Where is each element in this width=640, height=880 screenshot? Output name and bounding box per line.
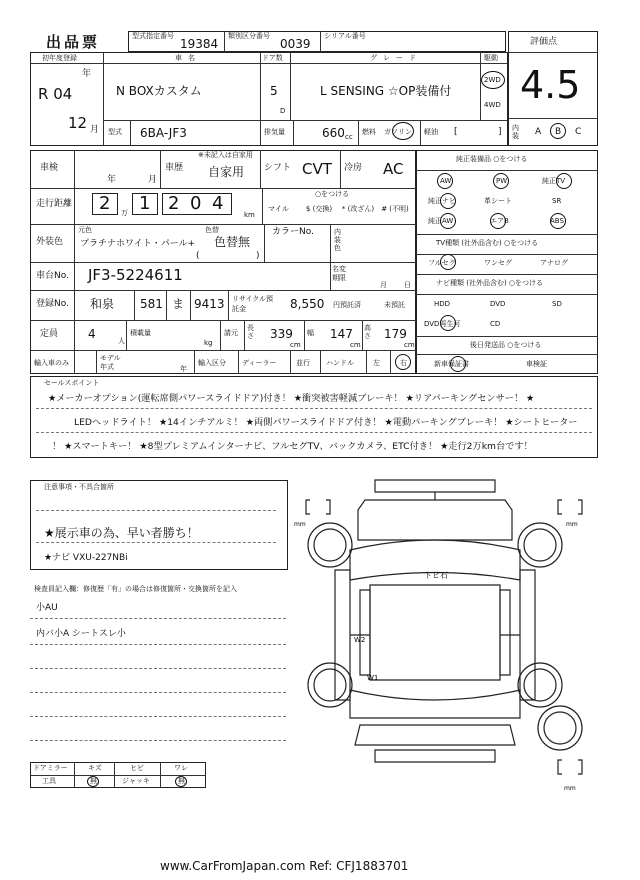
car-name: N BOXカスタム — [116, 84, 202, 98]
mileage-digit-2: 1 — [139, 193, 151, 214]
fuel-value: ガソリン — [384, 128, 412, 136]
tv-fullseg: フルセグ — [428, 259, 456, 267]
ac-value: AC — [383, 160, 404, 178]
std-pw-circle — [493, 173, 509, 189]
model-code: 6BA-JF3 — [140, 126, 187, 140]
name-change-month-unit: 月 — [380, 281, 387, 289]
interior-grade-b: B — [555, 127, 562, 137]
mm-front-left: mm — [294, 521, 306, 528]
grade-value: L SENSING ☆OP装備付 — [320, 84, 452, 98]
std-navi-circle — [440, 193, 456, 209]
drive-4wd: 4WD — [484, 101, 501, 109]
sales-line-1: ★メーカーオプション(運転席側パワースライドドア)付き！ ★衝突被害軽減ブレーキ！ ★リアパーキングセンサー！ ★ — [48, 393, 535, 404]
legend-mirror: ドアミラー — [33, 764, 68, 772]
usage-note: ※未記入は自家用 — [198, 151, 253, 159]
reg-class: 581 — [140, 297, 163, 311]
legend-scratch: キズ — [88, 764, 102, 772]
legend-jack-value: 無 — [178, 777, 185, 785]
recycle-label: リサイクル預託金 — [232, 295, 274, 313]
usage-label: 車歴 — [165, 163, 184, 173]
handle-right: 右 — [400, 359, 407, 367]
shaken-label: 車検 — [40, 163, 59, 173]
doors-label: ドア数 — [262, 54, 283, 62]
ac-label: 冷房 — [344, 163, 363, 173]
docs-shakensho: 車検証 — [526, 360, 547, 368]
mileage-man-unit: 万 — [121, 209, 128, 217]
capacity-label: 定員 — [40, 329, 59, 339]
meter-tampered: * (改ざん) — [341, 205, 375, 213]
std-leather: 革シート — [484, 197, 512, 205]
reg-area: 和泉 — [90, 297, 115, 311]
std-tv: 純正TV — [542, 177, 566, 185]
tv-analog: アナログ — [540, 259, 568, 267]
import-dealer: ディーラー — [242, 359, 277, 367]
auction-sheet: 出品票 型式指定番号 19384 類別区分番号 0039 シリアル番号 評価点 4.5 内装 A B C 初年度登録 年 R 04 12 月 車名 N BOXカスタム ドア数 5 D グレード L SENSING ☆OP装備付 駆動 2WD 4WD 型式 6BA-JF3 排気量 660 cc 燃料 ガソリン 軽油 [ ] 車検 年 月 車歴 ※未記入は自家用 自家用 シフト CVT 冷房 AC 走行距離 2 万 1 2 0 4 km ○をつける マイル $ (交換) * (改ざん) # (不明) 外装色 元色 色替 プラチナホワイト・パール+ 色替無 ( ) カラーNo. 内装色 車台No. JF3-5224611 名変期限 月 日 登録No. 和泉 581 ま 9413 リサイクル預託金 8,550 円預託済 未預託 定員 4 人 積載量 kg 請元 長さ 339 cm 幅 147 cm 高さ 179 cm 輸入車のみ モデル年式 年 輸入区分 ディーラー 並行 ハンドル 左 右 純正装備品 ○をつける AW PW 純正TV 純正ナビ 革シート SR 純正AW エアB ABS TV種類 (社外品含む) ○をつける フルセグ ワンセグ アナログ ナビ種類 (社外品含む) ○をつける HDD DVD SD DVD再生可 CD 後日発送品 ○をつける 新車保証書 車検証 セールスポイント ★メーカーオプション(運転席側パワースライドドア)付き！ ★衝突被害軽減ブレーキ！ ★リアパーキングセンサー！ ★ LEDヘッドライト！ ★14インチアルミ！ ★両側パワースライドドア付き！ ★電動パーキングブレーキ！ ★シートヒーター ！ ★スマートキー！ ★8型プレミアムインターナビ、フルセグTV、バックカメラ、ETC付き！ ★走行2万km台です！ 注意事項・不具合箇所 ★展示車の為、早い者勝ち！ ★ナビ VXU-227NBi 検査員記入欄：修復歴「有」の場合は修復箇所・交換箇所を記入 小AU 内バ小A シートスレ小 ドアミラー キズ ヒビ ワレ 工具 無 ジャッキ 無 トビ石 W2 W1 mm mm mm www.CarFromJapan.com Ref: CFJ1883701 — [0, 0, 640, 880]
nav-cd: CD — [490, 320, 501, 328]
color-original-label: 元色 — [78, 226, 92, 234]
mileage-digit-4: 0 — [190, 193, 202, 214]
rating-score: 4.5 — [520, 63, 581, 107]
first-reg-year: R 04 — [38, 85, 73, 103]
legend-tools-value: 無 — [90, 777, 97, 785]
chassis-label: 車台No. — [36, 271, 69, 281]
shift-label: シフト — [264, 163, 292, 173]
mm-rear-right: mm — [564, 785, 576, 792]
mileage-digit-5: 4 — [212, 193, 224, 214]
doors-count: 5 — [270, 84, 278, 98]
first-reg-label: 初年度登録 — [42, 54, 77, 62]
legend-crack: ヒビ — [130, 764, 144, 772]
nav-dvd-playback-circle — [440, 315, 456, 331]
load-unit: kg — [204, 339, 213, 347]
meter-note: ○をつける — [315, 190, 350, 198]
nav-hdd: HDD — [434, 300, 451, 308]
name-change-label: 名変期限 — [332, 265, 346, 282]
inspector-label: 検査員記入欄：修復歴「有」の場合は修復箇所・交換箇所を記入 — [34, 585, 237, 593]
rating-label: 評価点 — [530, 37, 558, 47]
door-suffix: D — [280, 107, 286, 115]
notes-line-1: ★展示車の為、早い者勝ち！ — [44, 526, 199, 540]
meter-exchanged: $ (交換) — [305, 205, 333, 213]
bracket-front-left — [306, 500, 330, 514]
tv-fullseg-circle — [440, 254, 456, 270]
color-no-label: カラーNo. — [272, 227, 314, 237]
mark-chip: トビ石 — [424, 571, 448, 580]
grade-label: グレード — [370, 54, 422, 62]
legend-break: ワレ — [174, 764, 188, 772]
color-value: プラチナホワイト・パール+ — [80, 239, 196, 249]
dims-label: 請元 — [224, 329, 238, 337]
light-oil-label: 軽油 — [424, 128, 438, 136]
tv-type-label: TV種類 (社外品含む) ○をつける — [436, 239, 539, 247]
bracket-front-right — [558, 500, 582, 514]
std-navi: 純正ナビ — [428, 197, 456, 205]
shaken-year-unit: 年 — [107, 175, 117, 185]
capacity-unit: 人 — [118, 337, 125, 345]
mileage-digit-3: 2 — [168, 193, 180, 214]
std-airbag: エアB — [490, 217, 509, 225]
interior-grade-circle — [550, 123, 566, 139]
sales-points-label: セールスポイント — [44, 379, 100, 387]
std-abs: ABS — [550, 217, 564, 225]
meter-mile: マイル — [268, 205, 289, 213]
mm-front-right: mm — [566, 521, 578, 528]
std-pw: PW — [496, 177, 508, 185]
docs-label: 後日発送品 ○をつける — [470, 341, 542, 349]
sales-line-2: LEDヘッドライト！ ★14インチアルミ！ ★両側パワースライドドア付き！ ★電動パーキングブレーキ！ ★シートヒーター — [74, 417, 578, 428]
model-designation-label: 型式指定番号 — [132, 32, 174, 40]
usage-value: 自家用 — [208, 165, 245, 179]
month-unit: 月 — [90, 125, 100, 135]
interior-color-label: 内装色 — [334, 228, 341, 252]
chassis-number: JF3-5224611 — [88, 266, 183, 284]
length-unit: cm — [290, 341, 301, 349]
fuel-label: 燃料 — [362, 128, 376, 136]
fuel-circle — [392, 122, 414, 140]
year-unit: 年 — [82, 69, 92, 79]
std-aw: AW — [440, 177, 452, 185]
handle-right-circle — [395, 354, 411, 370]
std-abs-circle — [550, 213, 566, 229]
legend-jack: ジャッキ — [122, 777, 150, 785]
std-aw-circle — [437, 173, 453, 189]
sales-line-3: ！ ★スマートキー！ ★8型プレミアムインターナビ、フルセグTV、バックカメラ、ETC付き！ ★走行2万km台です！ — [52, 441, 533, 452]
capacity-value: 4 — [88, 327, 96, 341]
docs-warranty-circle — [450, 356, 466, 372]
inspector-line-1: 小AU — [36, 603, 58, 613]
watermark: www.CarFromJapan.com Ref: CFJ1883701 — [160, 859, 409, 873]
height-label: 高さ — [364, 324, 371, 340]
model-year-unit: 年 — [180, 365, 187, 373]
model-designation-number: 19384 — [180, 37, 219, 51]
drive-label: 駆動 — [484, 54, 498, 62]
import-parallel: 並行 — [296, 359, 310, 367]
bracket-rear-right — [558, 760, 582, 774]
height-value: 179 — [384, 327, 407, 341]
legend-tools: 工具 — [42, 777, 56, 785]
drive-2wd-circle — [481, 71, 505, 89]
import-label: 輸入車のみ — [34, 359, 69, 367]
width-value: 147 — [330, 327, 353, 341]
shift-value: CVT — [302, 160, 332, 178]
interior-grade-c: C — [575, 127, 582, 137]
recycle-none: 未預託 — [384, 301, 405, 309]
handle-label: ハンドル — [326, 359, 354, 367]
sheet-title: 出品票 — [46, 33, 101, 51]
mileage-digit-1: 2 — [99, 193, 111, 214]
nav-dvd-playback: DVD再生可 — [424, 320, 461, 328]
mark-w1: W1 — [367, 674, 379, 682]
std-alloy: 純正AW — [428, 217, 454, 225]
color-label: 外装色 — [36, 237, 64, 247]
std-tv-circle — [556, 173, 572, 189]
displacement-value: 660 — [322, 126, 345, 140]
model-code-label: 型式 — [108, 128, 122, 136]
nav-type-label: ナビ種類 (社外品含む) ○をつける — [436, 279, 544, 287]
serial-label: シリアル番号 — [324, 32, 366, 40]
tv-oneseg: ワンセグ — [484, 259, 512, 267]
car-name-label: 車名 — [175, 54, 201, 62]
width-unit: cm — [350, 341, 361, 349]
mileage-label: 走行距離 — [36, 199, 73, 209]
car-diagram — [290, 470, 610, 810]
interior-grade-a: A — [535, 127, 542, 137]
std-equipment-label: 純正装備品 ○をつける — [456, 155, 528, 163]
first-reg-month: 12 — [68, 114, 88, 132]
reg-number: 9413 — [194, 297, 225, 311]
reg-kana: ま — [172, 297, 185, 311]
std-sunroof: SR — [552, 197, 562, 205]
color-change-label: 色替 — [205, 226, 219, 234]
category-label: 類別区分番号 — [228, 32, 270, 40]
displacement-unit: cc — [345, 133, 353, 141]
shaken-month-unit: 月 — [148, 175, 158, 185]
handle-left: 左 — [373, 359, 380, 367]
std-airbag-circle — [490, 213, 506, 229]
reg-label: 登録No. — [36, 299, 69, 309]
interior-label: 内装 — [512, 124, 519, 140]
drive-2wd: 2WD — [484, 76, 501, 84]
docs-warranty: 新車保証書 — [434, 360, 469, 368]
width-label: 幅 — [307, 329, 314, 337]
nav-sd: SD — [552, 300, 562, 308]
recycle-suffix: 円預託済 — [333, 301, 361, 309]
length-value: 339 — [270, 327, 293, 341]
load-label: 積載量 — [130, 329, 151, 337]
length-label: 長さ — [247, 324, 254, 340]
model-year-label: モデル年式 — [100, 354, 121, 371]
legend-tools-circle — [87, 776, 99, 787]
import-class-label: 輸入区分 — [198, 359, 226, 367]
recycle-amount: 8,550 — [290, 297, 325, 311]
legend-jack-circle — [175, 776, 187, 787]
category-number: 0039 — [280, 37, 311, 51]
mileage-unit: km — [244, 211, 255, 219]
std-alloy-circle — [440, 213, 456, 229]
nav-dvd: DVD — [490, 300, 506, 308]
notes-line-2: ★ナビ VXU-227NBi — [44, 553, 128, 563]
color-change-value: 色替無 — [214, 235, 251, 249]
displacement-label: 排気量 — [264, 128, 285, 136]
inspector-line-2: 内バ小A シートスレ小 — [36, 629, 126, 639]
mark-w2: W2 — [354, 636, 366, 644]
height-unit: cm — [404, 341, 415, 349]
notes-label: 注意事項・不具合箇所 — [44, 483, 114, 491]
meter-unknown: # (不明) — [381, 205, 409, 213]
